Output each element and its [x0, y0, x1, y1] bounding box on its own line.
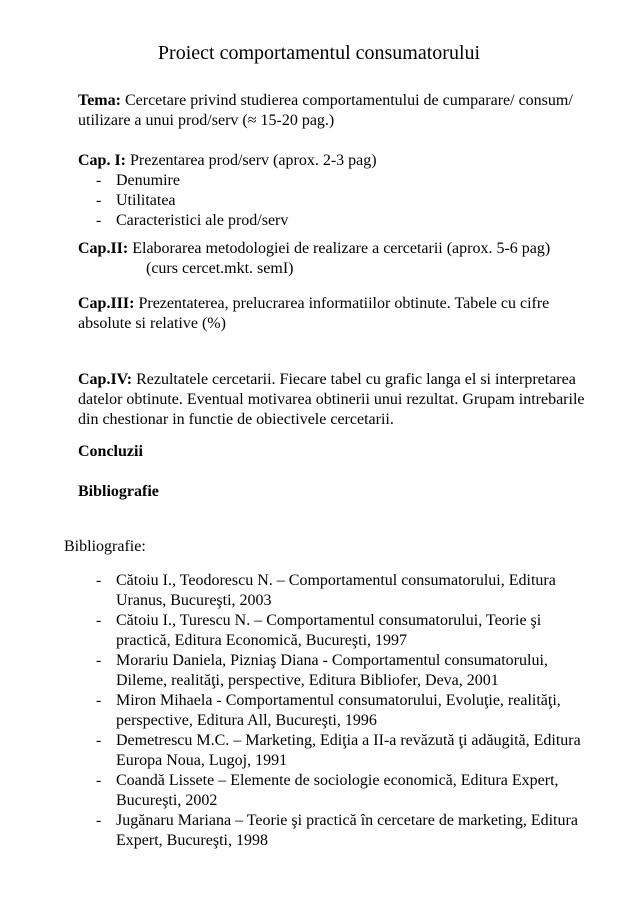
bibliography-entry — [0, 731, 638, 771]
bibliography-entry — [0, 651, 638, 691]
entry-line-1: Demetrescu M.C. – Marketing, Ediţia a II-a revăzută ţi adăugită, Editura — [116, 732, 581, 749]
bibliografie-heading-bold — [78, 482, 608, 502]
entry-line-1: Cătoiu I., Teodorescu N. – Comportamentul consumatorului, Editura — [116, 572, 556, 589]
cap1-text: Prezentarea prod/serv (aprox. 2-3 pag) — [126, 152, 377, 169]
cap1-list — [0, 171, 638, 231]
bibliografie-label: Bibliografie — [78, 483, 159, 500]
cap3-paragraph — [78, 294, 608, 334]
concluzii-label: Concluzii — [78, 443, 143, 460]
bibliography-entry — [0, 691, 638, 731]
cap4-line-2: datelor obtinute. Eventual motivarea obtinerii unui rezultat. Grupam intrebarile — [78, 391, 585, 408]
dash-bullet: - — [96, 652, 102, 669]
cap2-label: Cap.II: — [78, 240, 129, 257]
dash-bullet: - — [96, 212, 102, 229]
tema-line-2: utilizare a unui prod/serv (≈ 15-20 pag.) — [78, 112, 335, 129]
tema-line-1 — [78, 91, 608, 111]
cap2-heading — [78, 239, 608, 259]
entry-line-2: Uranus, Bucureşti, 2003 — [116, 592, 272, 609]
bibliography-entry — [0, 611, 638, 651]
tema-text: Cercetare privind studierea comportamentului de cumparare/ consum/ — [120, 92, 573, 109]
cap1-heading — [78, 151, 608, 171]
entry-line-1: Cătoiu I., Turescu N. – Comportamentul consumatorului, Teorie şi — [116, 612, 542, 629]
cap2-note: (curs cercet.mkt. semI) — [146, 260, 294, 277]
dash-bullet: - — [96, 572, 102, 589]
entry-line-2: Europa Noua, Lugoj, 1991 — [116, 752, 288, 769]
list-item-text: Utilitatea — [116, 192, 176, 209]
entry-line-1: Miron Mihaela - Comportamentul consumatorului, Evoluţie, realităţi, — [116, 692, 561, 709]
dash-bullet: - — [96, 192, 102, 209]
entry-line-2: Dileme, realităţi, perspective, Editura Bibliofer, Deva, 2001 — [116, 672, 499, 689]
cap1-label: Cap. I: — [78, 152, 127, 169]
cap4-label: Cap.IV: — [78, 371, 133, 388]
list-item — [0, 191, 638, 211]
bibliography-heading: Bibliografie: — [64, 538, 146, 555]
cap3-line-1 — [78, 294, 608, 314]
dash-bullet: - — [96, 732, 102, 749]
concluzii-heading — [78, 442, 608, 462]
cap3-label: Cap.III: — [78, 295, 135, 312]
dash-bullet: - — [96, 692, 102, 709]
bibliography-entry — [0, 771, 638, 811]
cap2-text: Elaborarea metodologiei de realizare a cercetarii (aprox. 5-6 pag) — [128, 240, 551, 257]
bibliography-list — [0, 571, 638, 851]
bibliography-entry — [0, 811, 638, 851]
list-item — [0, 171, 638, 191]
cap4-line-3: din chestionar in functie de obiectivele cercetarii. — [78, 411, 394, 428]
cap4-line-1 — [78, 370, 608, 390]
tema-paragraph — [78, 91, 608, 131]
entry-line-2: Expert, Bucureşti, 1998 — [116, 832, 268, 849]
dash-bullet: - — [96, 172, 102, 189]
cap3-text: Prezentaterea, prelucrarea informatiilor obtinute. Tabele cu cifre — [134, 295, 550, 312]
dash-bullet: - — [96, 772, 102, 789]
cap4-text: Rezultatele cercetarii. Fiecare tabel cu grafic langa el si interpretarea — [132, 371, 576, 388]
entry-line-2: Bucureşti, 2002 — [116, 792, 218, 809]
dash-bullet: - — [96, 812, 102, 829]
cap4-paragraph — [78, 370, 608, 430]
list-item-text: Caracteristici ale prod/serv — [116, 212, 289, 229]
entry-line-1: Jugănaru Mariana – Teorie şi practică în cercetare de marketing, Editura — [116, 812, 578, 829]
tema-label: Tema: — [78, 92, 121, 109]
page-title: Proiect comportamentul consumatorului — [157, 42, 481, 64]
dash-bullet: - — [96, 612, 102, 629]
entry-line-2: practică, Editura Economică, Bucureşti, 1997 — [116, 632, 408, 649]
entry-line-1: Coandă Lissete – Elemente de sociologie economică, Editura Expert, — [116, 772, 559, 789]
bibliography-entry — [0, 571, 638, 611]
cap3-line-2: absolute si relative (%) — [78, 315, 226, 332]
list-item-text: Denumire — [116, 172, 180, 189]
entry-line-2: perspective, Editura All, Bucureşti, 1996 — [116, 712, 377, 729]
list-item — [0, 211, 638, 231]
entry-line-1: Morariu Daniela, Pizniaş Diana - Comportamentul consumatorului, — [116, 652, 548, 669]
